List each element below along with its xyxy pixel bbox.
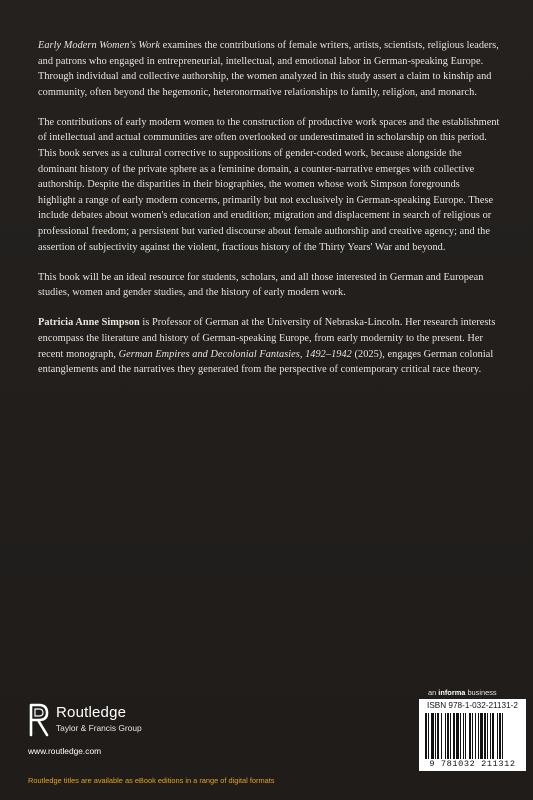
isbn-label: ISBN 978-1-032-21131-2 — [427, 701, 518, 710]
informa-tagline: an informa business — [428, 688, 497, 697]
author-bio — [38, 315, 500, 377]
cover-text — [38, 38, 500, 392]
publisher-name: Routledge — [56, 704, 127, 721]
ebook-note: Routledge titles are available as eBook editions in a range of digital formats — [28, 776, 275, 785]
barcode-digits: 9 781032 211312 — [429, 759, 516, 769]
isbn-barcode — [419, 699, 526, 771]
blurb-paragraph-2: The contributions of early modern women to the construction of productive work spaces and the establishment of intellectual and actual communities are often overlooked or underestimated in scholarship on this period. This book serves as a cultural corrective to suppositions of gender-coded work, because alongside the dominant history of the private sphere as a feminine domain, a counter-narrative emerges with collective authorship. Despite the disparities in their biographies, the women whose work Simpson foregrounds highlight a range of early modern concerns, primarily but not exclusively in German-speaking Europe. These include debates about women's education and erudition; migration and displacement in search of religious or professional freedom; a persistent but varied discourse about female authorship and creative agency; and the assertion of subjectivity against the violent, fractious history of the Thirty Years' War and beyond. — [38, 116, 500, 253]
barcode-bars — [425, 713, 520, 759]
author-bio-end: (2025), engages German colonial entanglements and the narratives they generated from the perspective of contemporary critical race theory. — [38, 348, 494, 376]
author-bio-start: is Professor of German at the University of Nebraska-Lincoln. Her research interests encompass the literature and history of German-speaking Europe, from early modernity to the present. Her recent monograph, — [38, 317, 496, 360]
blurb-paragraph-1 — [38, 38, 500, 100]
blurb-paragraph-1-text: examines the contributions of female writers, artists, scientists, religious leaders, and patrons who engaged in entrepreneurial, intellectual, and emotional labor in German-speaking Europe. Through individual and collective authorship, the women analyzed in this study assert a claim to kinship and community, often beyond the hegemonic, heteronormative relationships to family, religion, and monarch. — [38, 40, 499, 98]
book-title: Early Modern Women's Work — [38, 40, 160, 51]
routledge-r-icon — [28, 703, 50, 737]
publisher-group: Taylor & Francis Group — [56, 723, 142, 733]
informa-word: informa — [438, 688, 466, 697]
routledge-logo — [28, 701, 188, 745]
blurb-paragraph-3: This book will be an ideal resource for students, scholars, and all those interested in German and European studies, women and gender studies, and the history of early modern work. — [38, 271, 484, 299]
publisher-website: www.routledge.com — [28, 746, 102, 756]
author-name: Patricia Anne Simpson — [38, 317, 140, 329]
monograph-title: German Empires and Decolonial Fantasies, 1492–1942 — [118, 348, 352, 360]
